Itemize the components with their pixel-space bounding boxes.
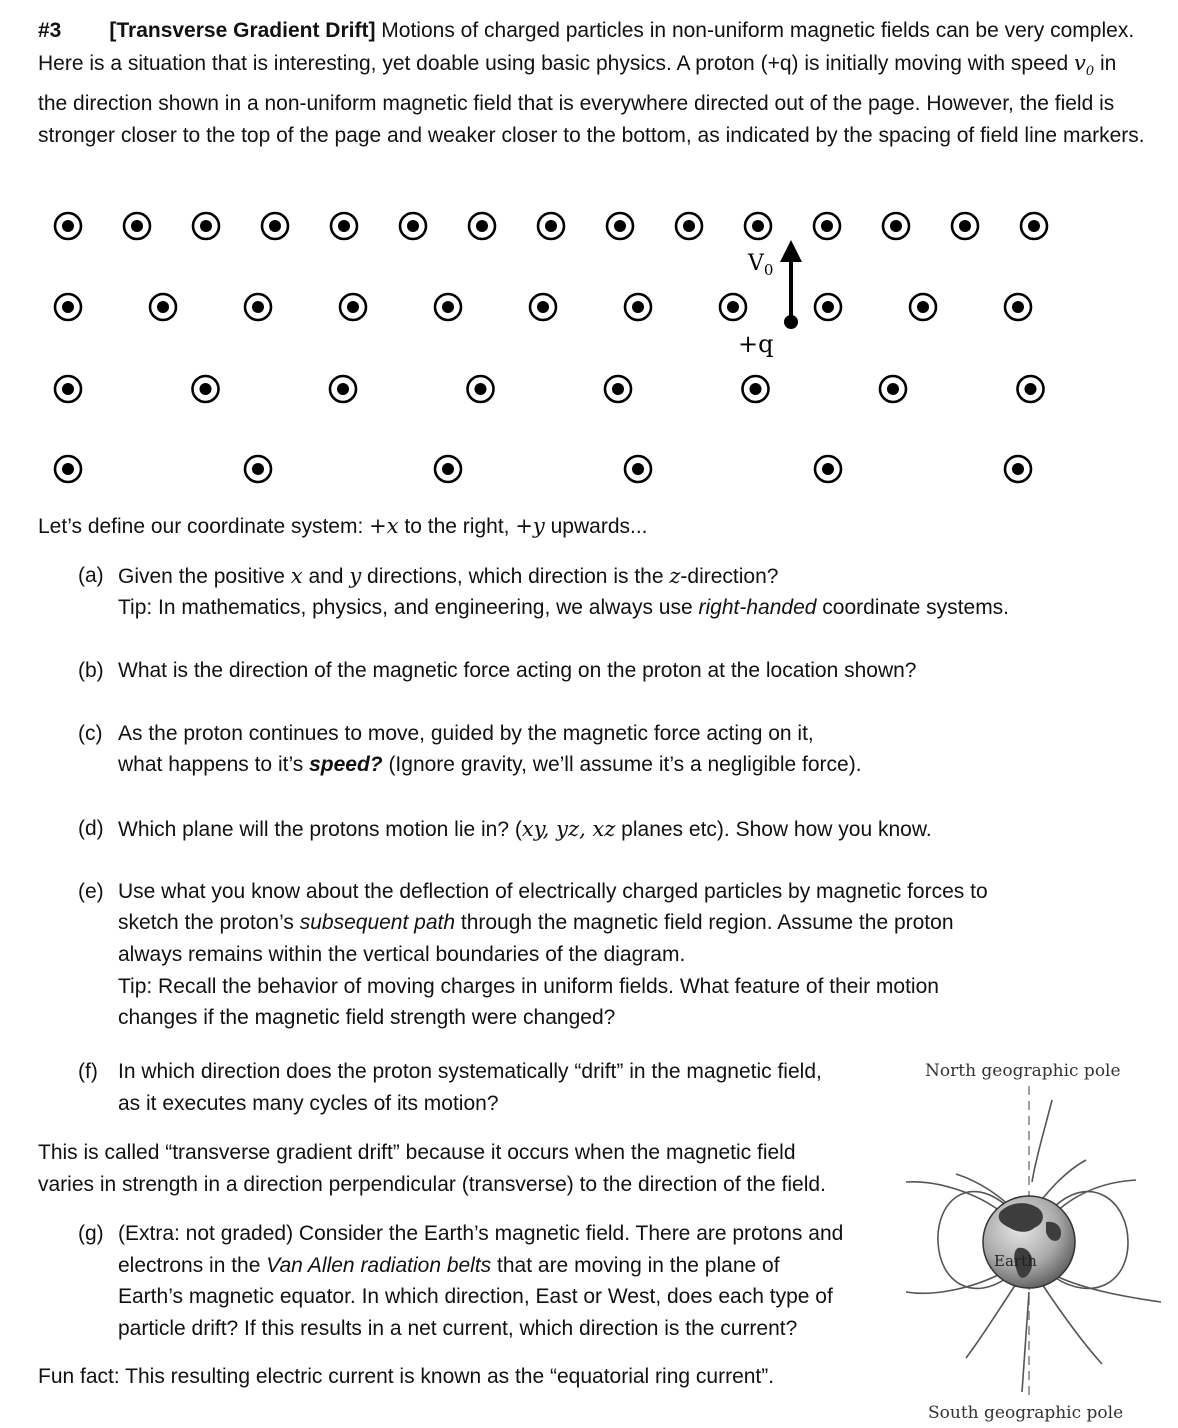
problem-heading: [Transverse Gradient Drift] <box>109 19 376 42</box>
field-out-of-page-marker <box>676 213 702 239</box>
field-out-of-page-marker <box>262 213 288 239</box>
intro-text-2: in the direction shown in a non-uniform magnetic field that is everywhere directed out of the page. However, the field is stronger closer to the top of the page and weaker closer to the bottom, as indicated by the spacing of field line markers. <box>38 52 1145 148</box>
field-out-of-page-marker <box>150 294 176 320</box>
field-out-of-page-marker <box>468 376 494 402</box>
field-out-of-page-marker <box>538 213 564 239</box>
field-out-of-page-marker <box>55 456 81 482</box>
earth-magnetic-field-figure <box>896 1052 1166 1426</box>
problem-number: #3 <box>38 19 62 42</box>
field-out-of-page-marker <box>193 213 219 239</box>
field-out-of-page-marker <box>193 376 219 402</box>
field-out-of-page-marker <box>910 294 936 320</box>
field-out-of-page-marker <box>55 213 81 239</box>
magnetic-field-diagram <box>0 190 1178 500</box>
explanation-line2: varies in strength in a direction perpendicular (transverse) to the direction of the field. <box>38 1173 826 1196</box>
field-out-of-page-marker <box>245 294 271 320</box>
intro-v0: $v_0$ <box>1073 51 1095 80</box>
field-out-of-page-marker <box>883 213 909 239</box>
field-out-of-page-marker <box>814 213 840 239</box>
field-markers <box>55 213 1047 482</box>
field-out-of-page-marker <box>815 456 841 482</box>
field-out-of-page-marker <box>124 213 150 239</box>
field-out-of-page-marker <box>55 376 81 402</box>
proton-dot <box>784 315 798 329</box>
field-out-of-page-marker <box>1018 376 1044 402</box>
south-pole-label: South geographic pole <box>928 1403 1124 1423</box>
field-out-of-page-marker <box>745 213 771 239</box>
north-pole-label: North geographic pole <box>925 1061 1121 1081</box>
field-out-of-page-marker <box>1005 456 1031 482</box>
field-out-of-page-marker <box>340 294 366 320</box>
field-out-of-page-marker <box>1021 213 1047 239</box>
field-out-of-page-marker <box>952 213 978 239</box>
intro-text-1: Motions of charged particles in non-uniform magnetic fields can be very complex. Here is a situation that is interesting, yet doable using basic physics. A proton (+q) is initially moving with speed <box>38 19 1135 75</box>
field-out-of-page-marker <box>245 456 271 482</box>
explanation-line1: This is called “transverse gradient drift” because it occurs when the magnetic field <box>38 1141 796 1164</box>
field-out-of-page-marker <box>469 213 495 239</box>
field-out-of-page-marker <box>743 376 769 402</box>
field-out-of-page-marker <box>330 376 356 402</box>
coordinate-definition: Let’s define our coordinate system: +x to the right, +y upwards... <box>38 514 648 538</box>
proton-velocity-arrow <box>780 240 802 329</box>
problem-intro <box>38 15 1148 152</box>
velocity-label: $V_0$ <box>748 251 774 279</box>
field-out-of-page-marker <box>530 294 556 320</box>
field-out-of-page-marker <box>815 294 841 320</box>
field-out-of-page-marker <box>625 294 651 320</box>
field-out-of-page-marker <box>331 213 357 239</box>
field-out-of-page-marker <box>880 376 906 402</box>
field-out-of-page-marker <box>55 294 81 320</box>
field-out-of-page-marker <box>435 294 461 320</box>
field-out-of-page-marker <box>625 456 651 482</box>
fun-fact: Fun fact: This resulting electric current is known as the “equatorial ring current”. <box>38 1365 775 1388</box>
field-out-of-page-marker <box>605 376 631 402</box>
field-out-of-page-marker <box>720 294 746 320</box>
charge-label: +q <box>738 330 774 358</box>
field-out-of-page-marker <box>400 213 426 239</box>
field-out-of-page-marker <box>607 213 633 239</box>
earth-label: Earth <box>994 1252 1037 1270</box>
field-out-of-page-marker <box>1005 294 1031 320</box>
field-out-of-page-marker <box>435 456 461 482</box>
